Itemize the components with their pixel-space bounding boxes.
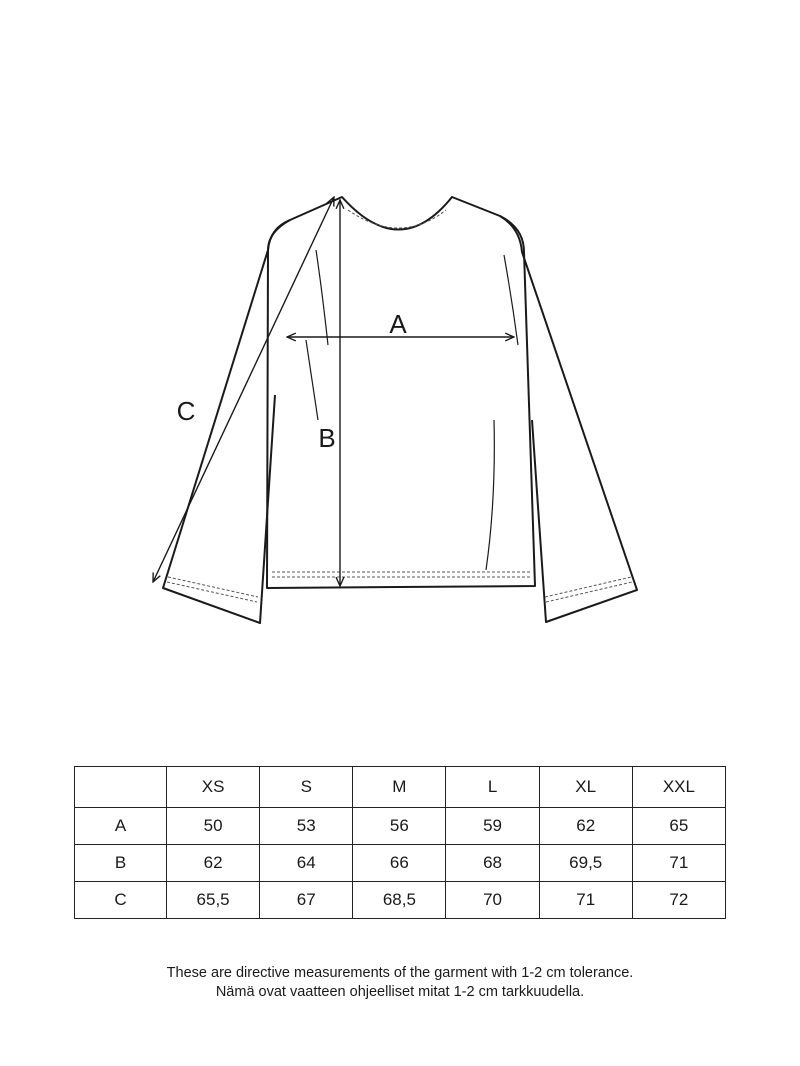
table-corner-cell bbox=[75, 767, 167, 808]
note-english: These are directive measurements of the garment with 1-2 cm tolerance. bbox=[166, 965, 634, 981]
row-label: C bbox=[75, 882, 167, 919]
dimension-b-label: B bbox=[318, 423, 336, 453]
table-header-xs: XS bbox=[167, 767, 260, 808]
table-cell: 67 bbox=[260, 882, 353, 919]
table-header-l: L bbox=[446, 767, 539, 808]
table-cell: 65,5 bbox=[167, 882, 260, 919]
table-cell: 71 bbox=[539, 882, 632, 919]
fold-lines bbox=[306, 250, 518, 570]
table-cell: 68 bbox=[446, 845, 539, 882]
dimension-c-label: C bbox=[176, 396, 196, 426]
table-cell: 53 bbox=[260, 808, 353, 845]
table-cell: 56 bbox=[353, 808, 446, 845]
table-cell: 59 bbox=[446, 808, 539, 845]
table-cell: 68,5 bbox=[353, 882, 446, 919]
table-cell: 65 bbox=[632, 808, 725, 845]
measurement-note bbox=[0, 964, 800, 1002]
dimension-a-label: A bbox=[389, 309, 407, 339]
table-cell: 70 bbox=[446, 882, 539, 919]
table-cell: 69,5 bbox=[539, 845, 632, 882]
size-chart-table bbox=[74, 766, 726, 919]
note-finnish: Nämä ovat vaatteen ohjeelliset mitat 1-2 cm tarkkuudella. bbox=[215, 984, 585, 1000]
table-cell: 66 bbox=[353, 845, 446, 882]
stitch-lines bbox=[167, 210, 632, 602]
row-label: A bbox=[75, 808, 167, 845]
dimension-c-arrow bbox=[153, 197, 334, 582]
row-label: B bbox=[75, 845, 167, 882]
table-row bbox=[75, 882, 726, 919]
table-header-xl: XL bbox=[539, 767, 632, 808]
table-cell: 72 bbox=[632, 882, 725, 919]
table-cell: 62 bbox=[167, 845, 260, 882]
right-sleeve bbox=[500, 216, 637, 622]
table-cell: 50 bbox=[167, 808, 260, 845]
table-cell: 64 bbox=[260, 845, 353, 882]
table-cell: 62 bbox=[539, 808, 632, 845]
table-header-m: M bbox=[353, 767, 446, 808]
table-header-s: S bbox=[260, 767, 353, 808]
table-header-xxl: XXL bbox=[632, 767, 725, 808]
table-row bbox=[75, 845, 726, 882]
table-header-row bbox=[75, 767, 726, 808]
table-row bbox=[75, 808, 726, 845]
table-cell: 71 bbox=[632, 845, 725, 882]
